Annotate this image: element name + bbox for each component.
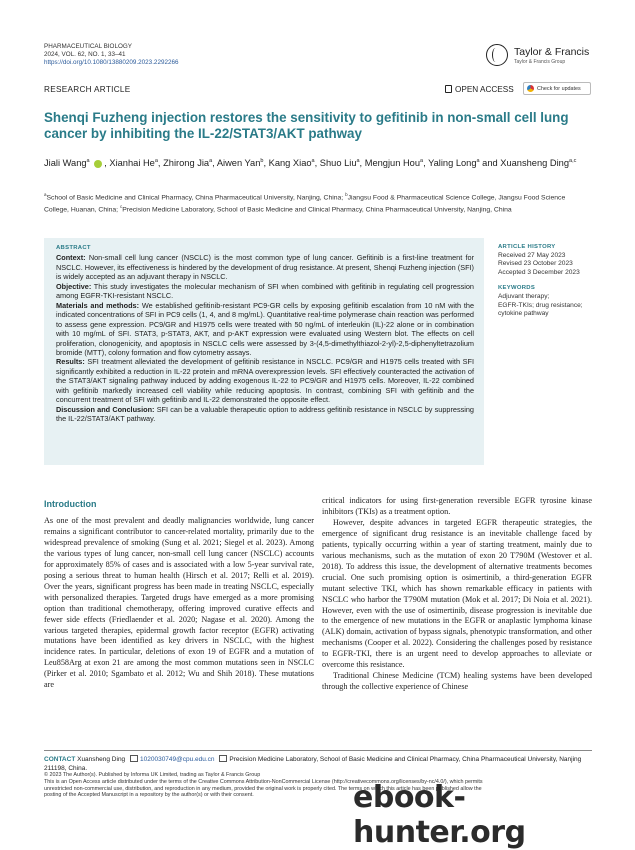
body-paragraph: Traditional Chinese Medicine (TCM) healing systems have been developed through the collective experience of Chinese bbox=[322, 671, 592, 692]
introduction-heading: Introduction bbox=[44, 499, 97, 509]
check-updates-label: Check for updates bbox=[537, 85, 581, 92]
body-paragraph: As one of the most prevalent and deadly malignancies worldwide, lung cancer remains a significant contributor to cancer-related mortality, primarily due to the widespread prevalence of smoking (Sung et al. 2021; Siegel et al. 2023). Among the various types of lung cancer, non-small cell lung cancer (NSCLC) accounts for approximately 85% of cases and is associated with a low 5-year survival rate, posing a serious threat to human health (Hirsch et al. 2017; Relli et al. 2019). Over the years, significant progress has been made in treating NSCLC, especially with personalized therapies. Targeted drugs have emerged as a more promising option than traditional chemotherapy, offering improved curative effects and fewer side effects (Friedlaender et al. 2020; Nagase et al. 2020). Among the various targeted therapies, epidermal growth factor receptor (EGFR) activating mutations have been identified as key drivers in NSCLC, with the highest incidence rates. In particular, deletions of exon 19 of EGFR and a mutation of Leu858Arg at exon 21 are among the most common mutations seen in NSCLC (Pirker et al. 2010; Sgambato et al. 2012; Wu and Shih 2018). These mutations are bbox=[44, 516, 314, 690]
history-line: Revised 23 October 2023 bbox=[498, 260, 573, 268]
keyword-line: Adjuvant therapy; bbox=[498, 292, 550, 300]
taylor-francis-logo-icon bbox=[486, 44, 508, 66]
article-meta-sidebar bbox=[498, 243, 598, 319]
contact-info bbox=[44, 754, 592, 773]
abstract-heading: ABSTRACT bbox=[56, 245, 91, 251]
publisher-sub: Taylor & Francis Group bbox=[514, 59, 566, 65]
history-line: Accepted 3 December 2023 bbox=[498, 268, 580, 276]
orcid-icon[interactable] bbox=[94, 160, 102, 168]
author[interactable]: Zhirong Jia$^a$ bbox=[163, 158, 213, 169]
author[interactable]: Shuo Liu$^a$ bbox=[319, 158, 360, 169]
open-access-badge bbox=[445, 84, 514, 94]
address-icon bbox=[219, 755, 227, 762]
contact-email[interactable]: 1020030749@cpu.edu.cn bbox=[140, 756, 215, 763]
author[interactable]: Kang Xiao$^a$ bbox=[268, 158, 315, 169]
affiliations: $^a$School of Basic Medicine and Clinical Pharmacy, China Pharmaceutical University, Nanjing, China; $^b$Jiangsu Food & Pharmaceutical Science College, Jiangsu Food Science College, Huanan, China; $^c$Precision Medicine Laboratory, School of Basic Medicine and Clinical Pharmacy, China Pharmaceutical University, Nanjing, China bbox=[44, 192, 566, 214]
author[interactable]: Mengjun Hou$^a$ bbox=[364, 158, 424, 169]
body-paragraph: However, despite advances in targeted EGFR therapeutic strategies, the emergence of significant drug resistance is an inevitable challenge faced by patients, typically occurring within a year of starting treatment, mainly due to various mechanisms, such as the mutation of exon 20 T790M (Westover et al. 2018). To address this issue, the development of alternative treatments becomes crucial. One such promising option is osimertinib, a third-generation EGFR mutant selective TKI, which has shown remarkable efficacy in patients with NSCLC who harbor the T790M mutation (Mok et al. 2017; Di Noia et al. 2021). However, even with the use of osimertinib, disease progression is inevitable due to the emergence of new mutations in the EGFR or anaplastic lymphoma kinase (ALK) domain, activation of bypass signals, phenotypic transformation, and other mechanisms (Cooper et al. 2022). Considering the challenges posed by resistance to EGFR-TKI, there is an urgent need to develop approaches to alleviate or overcome this resistance. bbox=[322, 517, 592, 670]
article-history-heading: ARTICLE HISTORY bbox=[498, 244, 556, 250]
abstract-context: Context: Non-small cell lung cancer (NSCLC) is the most common type of lung cancer. Gefitinib is a first-line treatment for NSCLC. However, its effectiveness is hindered by the development of drug resistance. At present, Shenqi Fuzheng injection (SFI) is widely accepted as an adjuvant therapy in NSCLC. bbox=[56, 253, 474, 282]
open-lock-icon bbox=[445, 85, 452, 93]
author[interactable]: Aiwen Yan$^b$ bbox=[216, 158, 264, 169]
author[interactable]: Xianhai He$^a$ bbox=[109, 158, 158, 169]
contact-address: Precision Medicine Laboratory, School of Basic Medicine and Clinical Pharmacy, China Pharmaceutical University, Nanjing 211198, China. bbox=[44, 756, 582, 772]
abstract-results: Results: SFI treatment alleviated the development of gefitinib resistance in NSCLC. PC9/GR and H1975 cells treated with SFI significantly exhibited a reduction in IL-22 protein and mRNA overexpression levels. SFI effectively counteracted the activation of the STAT3/AKT signaling pathway induced by adding exogenous IL-22 to PC9/GR and H1975 cells. Moreover, IL-22 combined with gefitinib markedly increased cell viability while reducing apoptosis. In contrast, combining SFI with gefitinib and the concurrent treatment of SFI with gefitinib and IL-22 demonstrated the opposite effect. bbox=[56, 357, 474, 405]
body-paragraph: critical indicators for using first-generation reversible EGFR tyrosine kinase inhibitors (TKIs) as a treatment option. bbox=[322, 496, 592, 516]
author[interactable]: Yaling Long$^a$ bbox=[428, 158, 480, 169]
copyright-notice: © 2023 The Author(s). Published by Informa UK Limited, trading as Taylor & Francis Group This is an Open Access article distributed under the terms of the Creative Commons Attribution-NonCommercial License (http://creativecommons.org/licenses/by-nc/4.0/), which permits unrestricted non-commercial use, distribution, and reproduction in any medium, provided the original work is properly cited. The terms on which this article has been published allow the posting of the Accepted Manuscript in a repository by the author(s) or with their consent. bbox=[44, 772, 483, 799]
abstract-methods: Materials and methods: We established gefitinib-resistant PC9-GR cells by exposing gefitinib escalation from 10 nM with the indicated concentrations of SFI in PC9 cells (1, 4, and 8 mg/mL). Quantitative real-time polymerase chain reaction was performed to assess gene expression. PC9/GR and H1975 cells were treated with 50 ng/mL of interleukin (IL)-22 alone or in combination with 10 mg/mL of SFI. STAT3, p-STAT3, AKT, and p-AKT expression were evaluated using Western blot. The effects on cell proliferation, clonogenicity, and apoptosis in NSCLC cells were assessed by 3-(4,5-dimethylthiazol-2-yl)-2,5-diphenyltetrazolium bromide (MTT), colony formation and flow cytometry assays. bbox=[56, 300, 475, 357]
keyword-line: cytokine pathway bbox=[498, 310, 549, 318]
keyword-line: EGFR-TKIs; drug resistance; bbox=[498, 301, 583, 309]
history-line: Received 27 May 2023 bbox=[498, 251, 566, 259]
doi-link[interactable]: https://doi.org/10.1080/13880209.2023.2292266 bbox=[44, 59, 179, 67]
body-column-left bbox=[44, 516, 314, 691]
author[interactable]: Jiali Wang$^a$ bbox=[44, 158, 90, 169]
watermark: ebook-hunter.org bbox=[353, 780, 526, 850]
journal-info bbox=[44, 43, 178, 68]
journal-volume: 2024, VOL. 62, NO. 1, 33–41 bbox=[44, 51, 126, 59]
publisher-logo[interactable] bbox=[486, 44, 596, 70]
author[interactable]: Xuansheng Ding$^{a,c}$ bbox=[500, 158, 577, 169]
journal-name: PHARMACEUTICAL BIOLOGY bbox=[44, 43, 132, 50]
body-column-right bbox=[322, 496, 592, 693]
envelope-icon bbox=[130, 755, 138, 762]
contact-name: Xuansheng Ding bbox=[77, 756, 126, 763]
open-access-label: OPEN ACCESS bbox=[455, 85, 514, 94]
abstract bbox=[56, 244, 474, 424]
abstract-objective: Objective: This study investigates the molecular mechanism of SFI when combined with gefitinib in regulating cell progression among EGFR-TKI-resistant NSCLC. bbox=[56, 281, 474, 301]
footer-divider bbox=[44, 750, 592, 751]
author-list: Jiali Wang$^a$ , Xianhai He$^a$, Zhirong Jia$^a$, Aiwen Yan$^b$, Kang Xiao$^a$, Shuo Liu$^a$, Mengjun Hou$^a$, Yaling Long$^a$ and Xuansheng Ding$^{a,c}$ bbox=[44, 158, 577, 169]
abstract-conclusion: Discussion and Conclusion: SFI can be a valuable therapeutic option to address gefitinib resistance in NSCLC by suppressing the IL-22/STAT3/AKT pathway. bbox=[56, 404, 474, 424]
keywords-heading: KEYWORDS bbox=[498, 285, 536, 292]
contact-label: CONTACT bbox=[44, 756, 76, 763]
crossmark-icon bbox=[527, 85, 534, 92]
article-title: Shenqi Fuzheng injection restores the sensitivity to gefitinib in non-small cell lung cancer by inhibiting the IL-22/STAT3/AKT pathway bbox=[44, 110, 569, 141]
article-type: RESEARCH ARTICLE bbox=[44, 85, 131, 94]
publisher-name: Taylor & Francis bbox=[514, 46, 590, 58]
check-for-updates-button[interactable] bbox=[523, 82, 591, 95]
